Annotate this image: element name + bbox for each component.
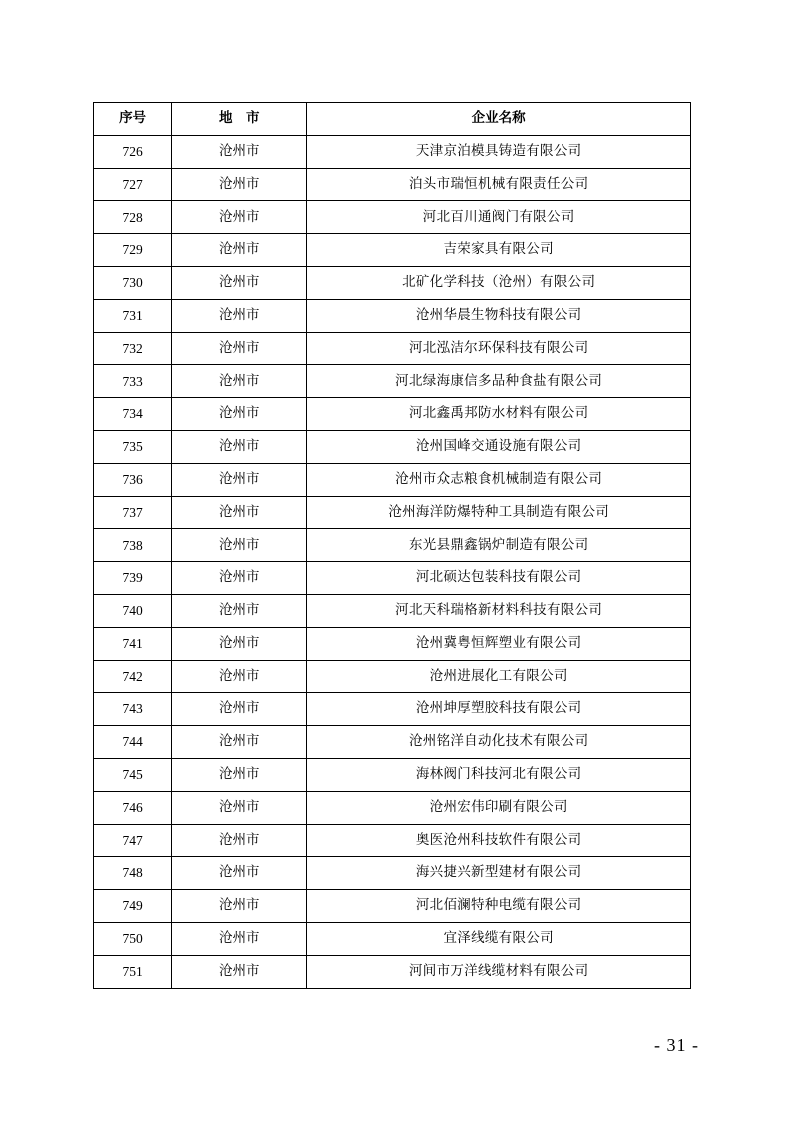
serial-number-cell: 728: [94, 201, 172, 234]
table-row: [94, 922, 691, 955]
header-row: [94, 103, 691, 136]
enterprise-name-cell: 天津京泊模具铸造有限公司: [307, 135, 691, 168]
enterprise-name-cell: 沧州铭洋自动化技术有限公司: [307, 726, 691, 759]
header-serial-number: 序号: [94, 103, 172, 136]
enterprise-name-cell: 北矿化学科技（沧州）有限公司: [307, 266, 691, 299]
city-cell: 沧州市: [172, 955, 307, 988]
enterprise-name-cell: 河北佰澜特种电缆有限公司: [307, 890, 691, 923]
serial-number-cell: 740: [94, 594, 172, 627]
city-cell: 沧州市: [172, 693, 307, 726]
enterprise-name-cell: 河北绿海康信多品种食盐有限公司: [307, 365, 691, 398]
enterprise-name-cell: 沧州坤厚塑胶科技有限公司: [307, 693, 691, 726]
table-row: [94, 299, 691, 332]
serial-number-cell: 732: [94, 332, 172, 365]
enterprise-name-cell: 沧州冀粤恒辉塑业有限公司: [307, 627, 691, 660]
table-row: [94, 890, 691, 923]
table-row: [94, 791, 691, 824]
table-row: [94, 430, 691, 463]
enterprise-table: [93, 102, 691, 989]
city-cell: 沧州市: [172, 463, 307, 496]
enterprise-name-cell: 河间市万洋线缆材料有限公司: [307, 955, 691, 988]
serial-number-cell: 729: [94, 234, 172, 267]
header-city: 地 市: [172, 103, 307, 136]
city-cell: 沧州市: [172, 430, 307, 463]
page-number: - 31 -: [654, 1035, 699, 1055]
table-row: [94, 824, 691, 857]
serial-number-cell: 742: [94, 660, 172, 693]
table-row: [94, 332, 691, 365]
city-cell: 沧州市: [172, 758, 307, 791]
city-cell: 沧州市: [172, 890, 307, 923]
enterprise-name-cell: 海兴捷兴新型建材有限公司: [307, 857, 691, 890]
serial-number-cell: 735: [94, 430, 172, 463]
city-cell: 沧州市: [172, 562, 307, 595]
city-cell: 沧州市: [172, 824, 307, 857]
enterprise-name-cell: 河北百川通阀门有限公司: [307, 201, 691, 234]
serial-number-cell: 733: [94, 365, 172, 398]
table-row: [94, 594, 691, 627]
serial-number-cell: 745: [94, 758, 172, 791]
city-cell: 沧州市: [172, 332, 307, 365]
enterprise-name-cell: 河北鑫禹邦防水材料有限公司: [307, 398, 691, 431]
serial-number-cell: 743: [94, 693, 172, 726]
serial-number-cell: 737: [94, 496, 172, 529]
table-row: [94, 496, 691, 529]
city-cell: 沧州市: [172, 266, 307, 299]
city-cell: 沧州市: [172, 496, 307, 529]
table-row: [94, 627, 691, 660]
serial-number-cell: 744: [94, 726, 172, 759]
table-row: [94, 168, 691, 201]
serial-number-cell: 749: [94, 890, 172, 923]
table-row: [94, 660, 691, 693]
city-cell: 沧州市: [172, 529, 307, 562]
table-row: [94, 529, 691, 562]
city-cell: 沧州市: [172, 627, 307, 660]
enterprise-name-cell: 沧州海洋防爆特种工具制造有限公司: [307, 496, 691, 529]
enterprise-name-cell: 沧州市众志粮食机械制造有限公司: [307, 463, 691, 496]
header-enterprise-name: 企业名称: [307, 103, 691, 136]
table-row: [94, 365, 691, 398]
enterprise-name-cell: 泊头市瑞恒机械有限责任公司: [307, 168, 691, 201]
enterprise-name-cell: 奥医沧州科技软件有限公司: [307, 824, 691, 857]
enterprise-name-cell: 河北天科瑞格新材料科技有限公司: [307, 594, 691, 627]
serial-number-cell: 739: [94, 562, 172, 595]
serial-number-cell: 727: [94, 168, 172, 201]
city-cell: 沧州市: [172, 135, 307, 168]
enterprise-name-cell: 东光县鼎鑫锅炉制造有限公司: [307, 529, 691, 562]
table-row: [94, 201, 691, 234]
table-row: [94, 726, 691, 759]
table-row: [94, 135, 691, 168]
table-row: [94, 955, 691, 988]
city-cell: 沧州市: [172, 660, 307, 693]
serial-number-cell: 731: [94, 299, 172, 332]
enterprise-name-cell: 沧州华晨生物科技有限公司: [307, 299, 691, 332]
table-row: [94, 758, 691, 791]
table-row: [94, 234, 691, 267]
serial-number-cell: 751: [94, 955, 172, 988]
serial-number-cell: 726: [94, 135, 172, 168]
serial-number-cell: 736: [94, 463, 172, 496]
city-cell: 沧州市: [172, 299, 307, 332]
table-row: [94, 398, 691, 431]
serial-number-cell: 747: [94, 824, 172, 857]
enterprise-name-cell: 沧州国峰交通设施有限公司: [307, 430, 691, 463]
table-header: [94, 103, 691, 136]
city-cell: 沧州市: [172, 726, 307, 759]
enterprise-name-cell: 海林阀门科技河北有限公司: [307, 758, 691, 791]
table-row: [94, 693, 691, 726]
serial-number-cell: 746: [94, 791, 172, 824]
table-row: [94, 463, 691, 496]
enterprise-name-cell: 沧州进展化工有限公司: [307, 660, 691, 693]
city-cell: 沧州市: [172, 365, 307, 398]
serial-number-cell: 734: [94, 398, 172, 431]
enterprise-name-cell: 宜泽线缆有限公司: [307, 922, 691, 955]
table-body: [94, 135, 691, 988]
serial-number-cell: 741: [94, 627, 172, 660]
city-cell: 沧州市: [172, 168, 307, 201]
table-row: [94, 857, 691, 890]
city-cell: 沧州市: [172, 922, 307, 955]
serial-number-cell: 750: [94, 922, 172, 955]
city-cell: 沧州市: [172, 234, 307, 267]
city-cell: 沧州市: [172, 594, 307, 627]
enterprise-name-cell: 河北泓洁尔环保科技有限公司: [307, 332, 691, 365]
serial-number-cell: 730: [94, 266, 172, 299]
table-row: [94, 562, 691, 595]
city-cell: 沧州市: [172, 398, 307, 431]
table-row: [94, 266, 691, 299]
serial-number-cell: 738: [94, 529, 172, 562]
enterprise-name-cell: 沧州宏伟印刷有限公司: [307, 791, 691, 824]
city-cell: 沧州市: [172, 201, 307, 234]
city-cell: 沧州市: [172, 857, 307, 890]
city-cell: 沧州市: [172, 791, 307, 824]
enterprise-name-cell: 河北硕达包装科技有限公司: [307, 562, 691, 595]
enterprise-name-cell: 吉荣家具有限公司: [307, 234, 691, 267]
serial-number-cell: 748: [94, 857, 172, 890]
